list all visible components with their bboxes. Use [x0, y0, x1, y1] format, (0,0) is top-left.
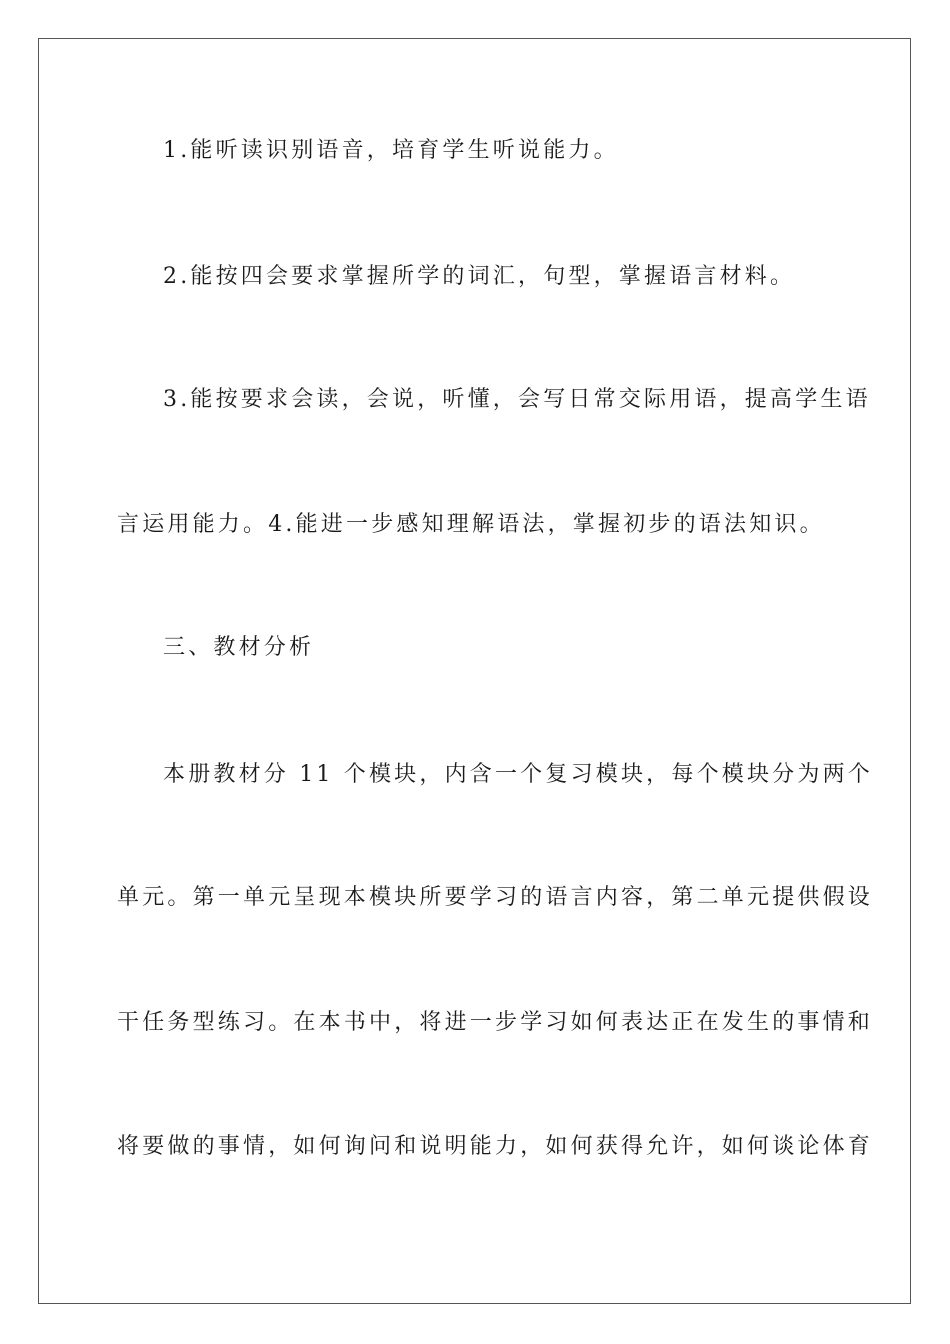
objective-1: 1.能听读识别语音，培育学生听说能力。 — [163, 138, 619, 163]
page-border — [38, 38, 911, 1304]
objective-3: 3.能按要求会读，会说，听懂，会写日常交际用语，提高学生语 — [163, 387, 871, 412]
paragraph-line-4: 将要做的事情，如何询问和说明能力，如何获得允许，如何谈论体育 — [117, 1134, 874, 1159]
section-heading: 三、教材分析 — [163, 635, 315, 660]
objective-2: 2.能按四会要求掌握所学的词汇，句型，掌握语言材料。 — [163, 264, 796, 289]
objective-3-continued: 言运用能力。4.能进一步感知理解语法，掌握初步的语法知识。 — [117, 512, 825, 537]
paragraph-line-3: 干任务型练习。在本书中，将进一步学习如何表达正在发生的事情和 — [117, 1010, 874, 1035]
paragraph-line-1: 本册教材分 11 个模块，内含一个复习模块，每个模块分为两个 — [163, 762, 873, 787]
paragraph-line-2: 单元。第一单元呈现本模块所要学习的语言内容，第二单元提供假设 — [117, 885, 874, 910]
